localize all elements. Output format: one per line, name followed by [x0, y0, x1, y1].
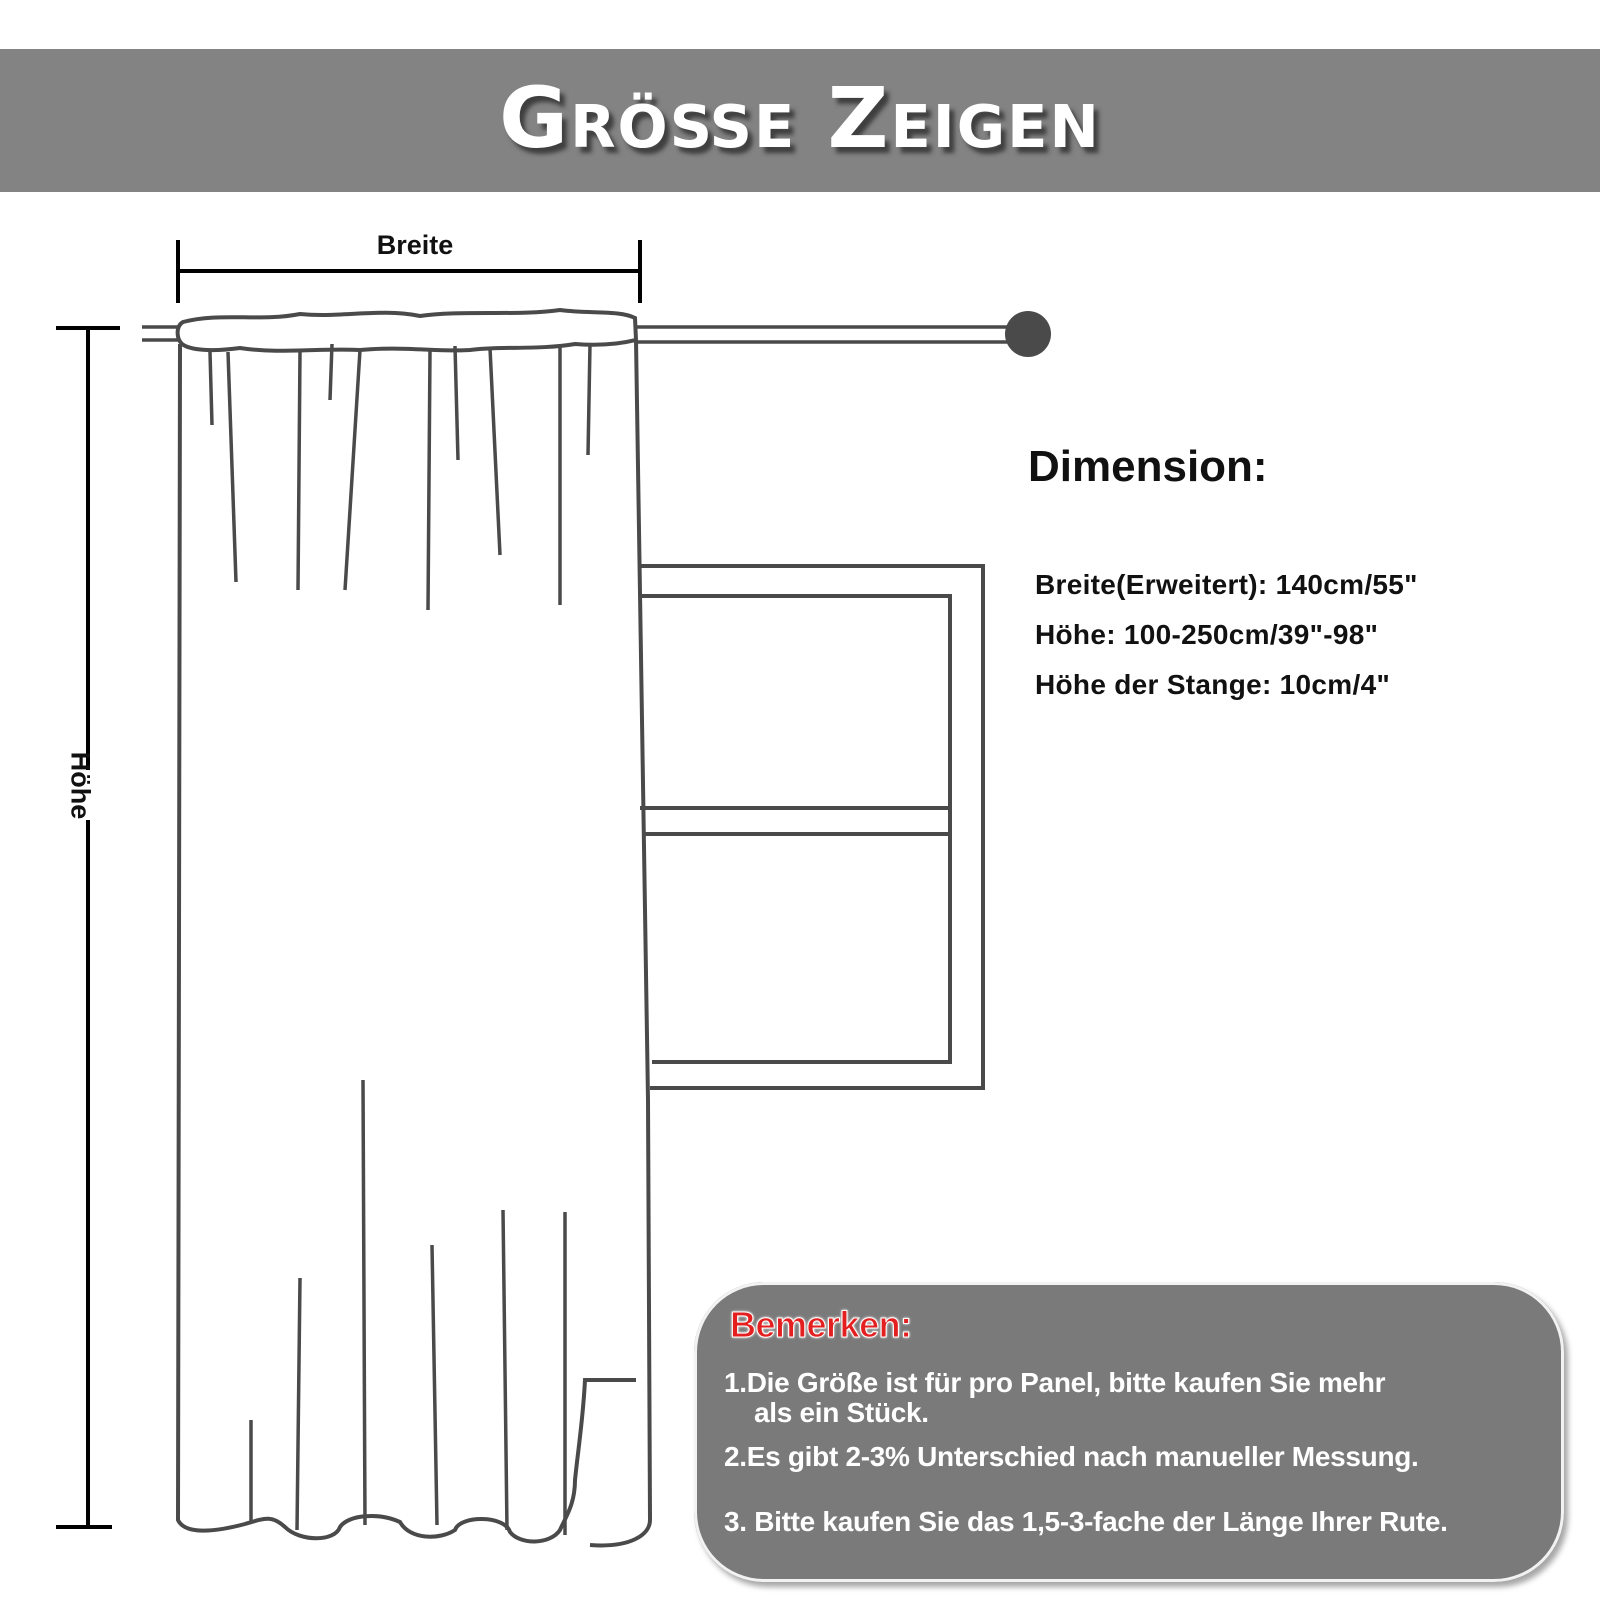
curtain-rod: [142, 327, 1008, 342]
curtain-pleats-bottom: [251, 1080, 565, 1535]
window-frame: [638, 566, 983, 1088]
banner-title: Größe Zeigen: [499, 68, 1101, 167]
curtain-heading: [178, 310, 636, 351]
notes-title: Bemerken:: [730, 1304, 912, 1345]
notes-box: [694, 1282, 1564, 1582]
rod-finial: [1005, 311, 1051, 357]
height-label: Höhe: [65, 751, 96, 820]
note-1: 1.Die Größe ist für pro Panel, bitte kaufen Sie mehr: [724, 1367, 1386, 1398]
width-label: Breite: [376, 230, 454, 260]
dimension-list: [1035, 560, 1418, 710]
dimension-width: Breite(Erweitert): 140cm/55": [1035, 569, 1418, 600]
dimension-rod-pocket: Höhe der Stange: 10cm/4": [1035, 669, 1391, 700]
note-1-continuation: als ein Stück.: [754, 1397, 929, 1428]
curtain-pleats-top: [210, 344, 590, 610]
curtain-body: [178, 340, 650, 1545]
dimension-height: Höhe: 100-250cm/39"-98": [1035, 619, 1379, 650]
dimension-title: Dimension:: [1028, 442, 1268, 491]
note-3: 3. Bitte kaufen Sie das 1,5-3-fache der Länge Ihrer Rute.: [724, 1506, 1448, 1537]
note-2: 2.Es gibt 2-3% Unterschied nach manueller Messung.: [724, 1441, 1419, 1472]
height-dimension-line: [56, 328, 120, 1527]
